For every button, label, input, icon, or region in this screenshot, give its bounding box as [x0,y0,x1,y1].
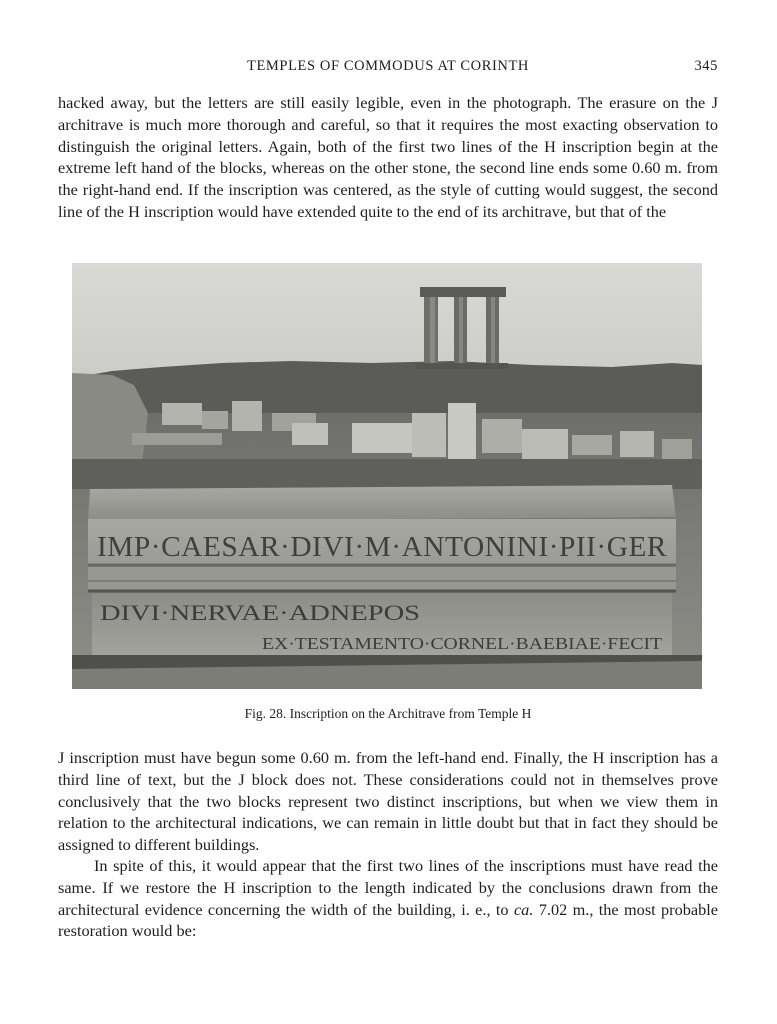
body-paragraph-3 [58,855,718,942]
architrave-top [88,485,676,521]
inscription-line-2: DIVI·NERVAE·ADNEPOS [100,600,420,625]
middle-ground [72,459,702,489]
figure-caption: Fig. 28. Inscription on the Architrave from Temple H [244,706,532,721]
figure-photograph [72,263,702,689]
body-paragraph-1: hacked away, but the letters are still easily legible, even in the photograph. The erasure on the J architrave is much more thorough and careful, so that it requires the most exacting observation to distinguish the original letters. Again, both of the first two lines of the H inscription begin at the extreme left hand of the blocks, whereas on the other stone, the second line ends some 0.60 m. from the right-hand end. If the inscription was centered, as the style of cutting would suggest, the second line of the H inscription would have extended quite to the end of its architrave, but that of the [58,93,718,221]
running-title: TEMPLES OF COMMODUS AT CORINTH [247,58,529,74]
para3-text-after: 7.02 m., the most probable restoration would be: [58,899,719,941]
inscription-line-3: EX·TESTAMENTO·CORNEL·BAEBIAE·FECIT [262,634,663,653]
page-number: 345 [694,58,718,74]
para3-italic-ca: ca. [513,899,534,919]
temple-columns [416,287,508,369]
running-head [58,58,718,78]
inscription-line-1: IMP·CAESAR·DIVI·M·ANTONINI·PII·GER [97,531,668,563]
architrave-moulding [88,567,676,591]
para3-text-before: In spite of this, it would appear that the first two lines of the inscriptions must have read the same. If we restore the H inscription to the length indicated by the conclusions drawn from the architectural evidence concerning the width of the building, i. e., to [58,856,718,919]
body-paragraph-2: J inscription must have begun some 0.60 m. from the left-hand end. Finally, the H inscription has a third line of text, but the J block does not. These considerations could not in themselves prove conclusively that the two blocks represent two distinct inscriptions, but when we view them in relation to the architectural indications, we can remain in little doubt but that in fact they should be assigned to different buildings. [58,748,718,855]
